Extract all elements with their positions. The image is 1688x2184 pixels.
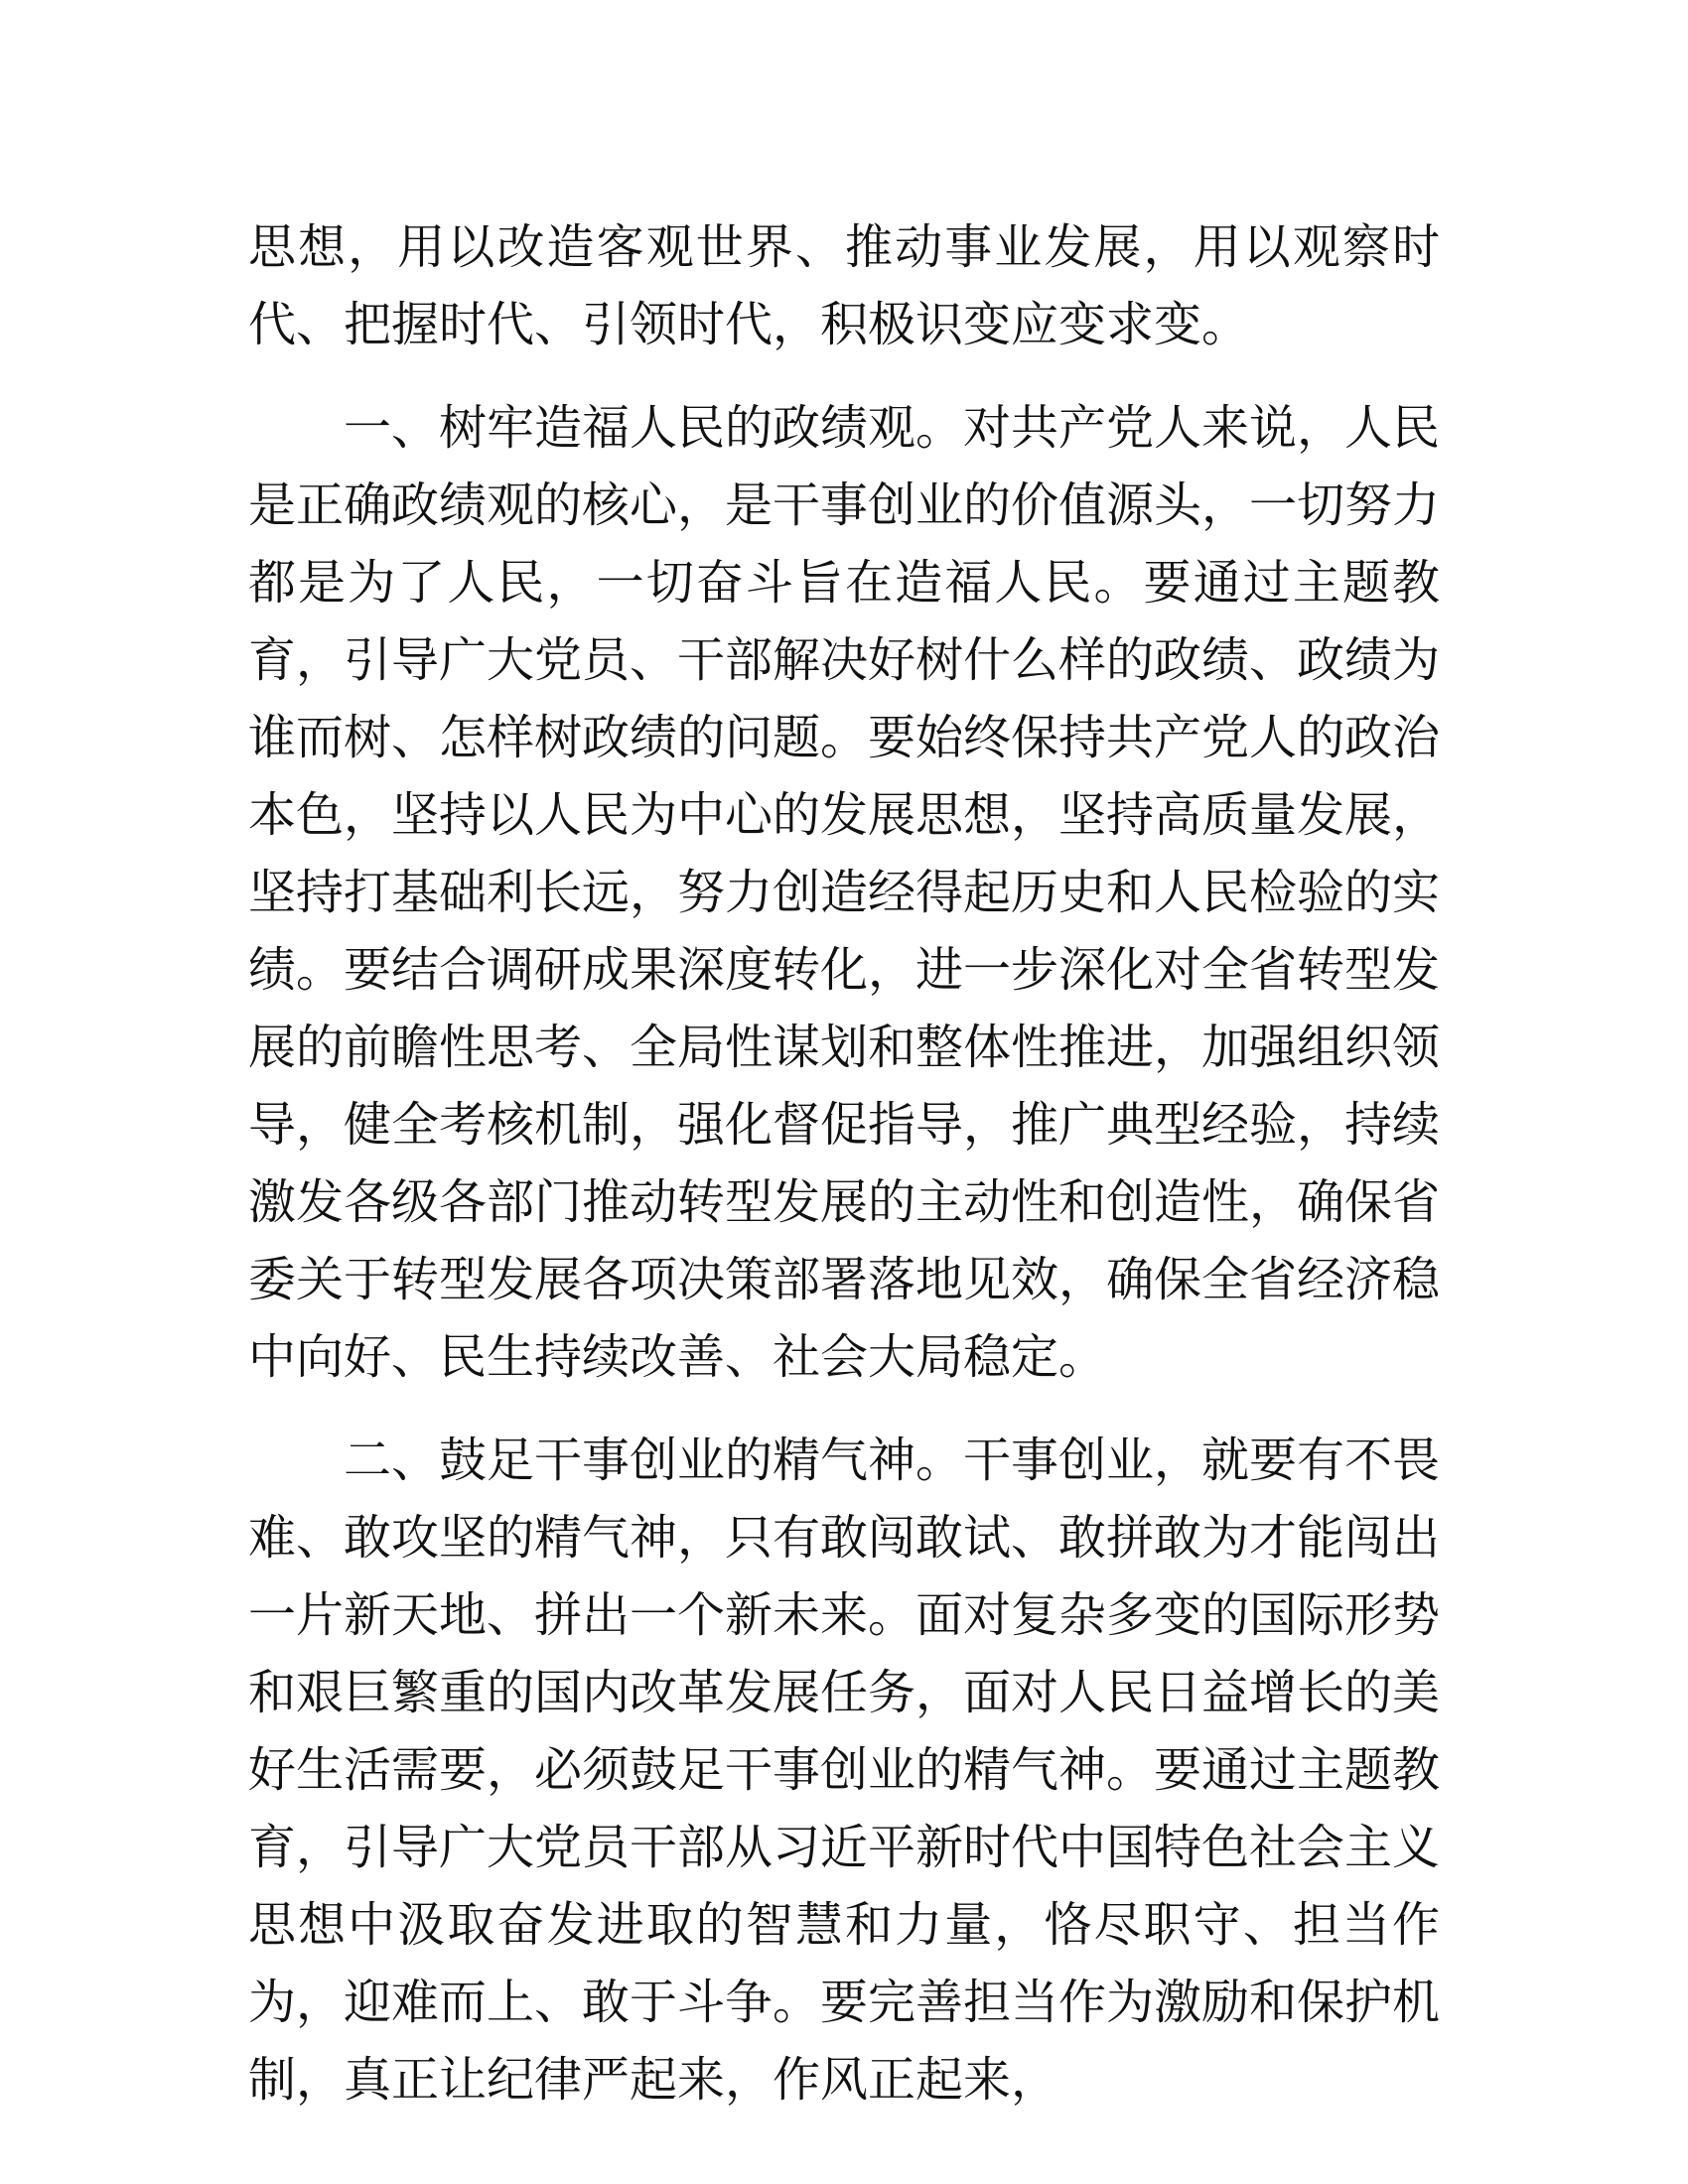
paragraph-intro-continuation: 思想，用以改造客观世界、推动事业发展，用以观察时代、把握时代、引领时代，积极识变应变求变。: [248, 219, 1440, 352]
document-body: [248, 208, 1440, 2118]
paragraph-section-1: 一、树牢造福人民的政绩观。对共产党人来说，人民是正确政绩观的核心，是干事创业的价值源头，一切努力都是为了人民，一切奋斗旨在造福人民。要通过主题教育，引导广大党员、干部解决好树什么样的政绩、政绩为谁而树、怎样树政绩的问题。要始终保持共产党人的政治本色，坚持以人民为中心的发展思想，坚持高质量发展，坚持打基础利长远，努力创造经得起历史和人民检验的实绩。要结合调研成果深度转化，进一步深化对全省转型发展的前瞻性思考、全局性谋划和整体性推进，加强组织领导，健全考核机制，强化督促指导，推广典型经验，持续激发各级各部门推动转型发展的主动性和创造性，确保省委关于转型发展各项决策部署落地见效，确保全省经济稳中向好、民生持续改善、社会大局稳定。: [248, 400, 1441, 1385]
paragraph-section-2: 二、鼓足干事创业的精气神。干事创业，就要有不畏难、敢攻坚的精气神，只有敢闯敢试、敢拼敢为才能闯出一片新天地、拼出一个新未来。面对复杂多变的国际形势和艰巨繁重的国内改革发展任务，面对人民日益增长的美好生活需要，必须鼓足干事创业的精气神。要通过主题教育，引导广大党员干部从习近平新时代中国特色社会主义思想中汲取奋发进取的智慧和力量，恪尽职守、担当作为，迎难而上、敢于斗争。要完善担当作为激励和保护机制，真正让纪律严起来，作风正起来，: [248, 1433, 1441, 2108]
